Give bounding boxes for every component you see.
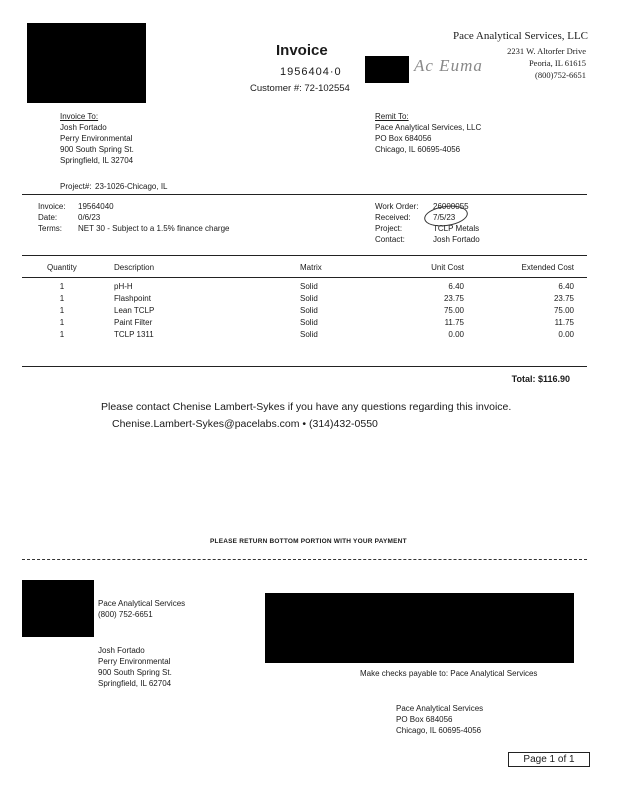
col-description: Description <box>114 263 155 272</box>
cell-description: Flashpoint <box>114 294 151 303</box>
stub-customer-block <box>98 645 172 689</box>
company-name: Pace Analytical Services, LLC <box>452 30 588 42</box>
meta-value: NET 30 - Subject to a 1.5% finance charge <box>78 224 230 233</box>
remit-to-label: Remit To: <box>375 112 409 121</box>
cell-quantity: 1 <box>59 306 65 315</box>
redacted-payment-block <box>265 593 574 663</box>
cell-matrix: Solid <box>300 306 318 315</box>
remit-to-line: Pace Analytical Services, LLC <box>375 123 482 132</box>
customer-number: Customer #: 72-102554 <box>250 83 350 94</box>
meta-label: Terms: <box>38 224 62 233</box>
project-value: 23-1026-Chicago, IL <box>95 182 168 191</box>
divider <box>22 255 587 256</box>
contact-line: Please contact Chenise Lambert-Sykes if you have any questions regarding this invoice. <box>101 401 512 413</box>
checks-payable: Make checks payable to: Pace Analytical Services <box>360 669 538 678</box>
stub-customer-line: Perry Environmental <box>98 657 171 666</box>
meta-value: 0/6/23 <box>78 213 101 222</box>
stub-address-line: Chicago, IL 60695-4056 <box>396 726 482 735</box>
stub-customer-line: 900 South Spring St. <box>98 668 172 677</box>
remit-to-line: PO Box 684056 <box>375 134 432 143</box>
divider <box>22 366 587 367</box>
meta-value: 26000055 <box>433 202 469 211</box>
page-indicator: Page 1 of 1 <box>508 752 590 767</box>
stub-customer-line: Springfield, IL 62704 <box>98 679 172 688</box>
stub-remit-address <box>396 703 483 736</box>
col-extended-cost: Extended Cost <box>521 263 574 272</box>
table-row <box>0 293 618 305</box>
remit-to-block <box>375 111 481 155</box>
contact-email: Chenise.Lambert-Sykes@pacelabs.com • (314)432-0550 <box>112 418 378 430</box>
invoice-to-label: Invoice To: <box>60 112 99 121</box>
company-address-line: Peoria, IL 61615 <box>528 58 586 68</box>
stub-phone: (800) 752-6651 <box>98 610 153 619</box>
cell-unit-cost: 6.40 <box>448 282 464 291</box>
cell-extended-cost: 0.00 <box>558 330 574 339</box>
meta-label: Received: <box>375 213 411 222</box>
invoice-to-line: Perry Environmental <box>60 134 133 143</box>
cell-quantity: 1 <box>59 294 65 303</box>
cell-quantity: 1 <box>59 330 65 339</box>
meta-label: Project: <box>375 224 403 233</box>
stub-customer-line: Josh Fortado <box>98 646 145 655</box>
cell-matrix: Solid <box>300 294 318 303</box>
invoice-to-block <box>60 111 134 166</box>
received-stamp: Ac Euma <box>414 56 483 75</box>
divider <box>22 277 587 278</box>
table-row <box>0 305 618 317</box>
return-notice: PLEASE RETURN BOTTOM PORTION WITH YOUR PAYMENT <box>210 538 407 545</box>
company-address-line: 2231 W. Altorfer Drive <box>507 46 586 56</box>
cell-description: Paint Filter <box>114 318 153 327</box>
table-header <box>0 262 618 274</box>
meta-label: Invoice: <box>38 202 66 211</box>
cell-extended-cost: 75.00 <box>553 306 574 315</box>
cell-unit-cost: 75.00 <box>443 306 464 315</box>
stub-company: Pace Analytical Services <box>98 599 186 608</box>
cell-matrix: Solid <box>300 330 318 339</box>
cell-matrix: Solid <box>300 282 318 291</box>
cell-unit-cost: 0.00 <box>448 330 464 339</box>
invoice-number-handwritten: 1956404·0 <box>280 66 342 78</box>
col-quantity: Quantity <box>47 263 77 272</box>
invoice-to-line: Josh Fortado <box>60 123 107 132</box>
tear-line <box>22 559 587 560</box>
divider <box>22 194 587 195</box>
meta-label: Contact: <box>375 235 405 244</box>
meta-value: 7/5/23 <box>433 213 456 222</box>
col-matrix: Matrix <box>300 263 322 272</box>
cell-quantity: 1 <box>59 282 65 291</box>
cell-unit-cost: 23.75 <box>443 294 464 303</box>
cell-description: TCLP 1311 <box>114 330 154 339</box>
redacted-logo-bottom <box>22 580 94 637</box>
cell-extended-cost: 6.40 <box>558 282 574 291</box>
cell-description: pH-H <box>114 282 133 291</box>
meta-value: Josh Fortado <box>433 235 480 244</box>
table-row <box>0 329 618 341</box>
cell-extended-cost: 23.75 <box>553 294 574 303</box>
redacted-logo <box>27 23 146 103</box>
cell-extended-cost: 11.75 <box>554 318 574 327</box>
company-address <box>448 45 586 81</box>
redacted-block <box>365 56 409 83</box>
meta-value: TCLP Metals <box>433 224 480 233</box>
cell-unit-cost: 11.75 <box>444 318 464 327</box>
table-row <box>0 317 618 329</box>
remit-to-line: Chicago, IL 60695-4056 <box>375 145 461 154</box>
invoice-to-line: 900 South Spring St. <box>60 145 134 154</box>
cell-description: Lean TCLP <box>114 306 155 315</box>
meta-label: Work Order: <box>375 202 419 211</box>
meta-value: 19564040 <box>78 202 114 211</box>
stub-address-line: PO Box 684056 <box>396 715 453 724</box>
cell-quantity: 1 <box>59 318 65 327</box>
meta-left <box>38 201 230 234</box>
invoice-title: Invoice <box>276 42 328 59</box>
company-address-line: (800)752-6651 <box>535 70 586 80</box>
invoice-to-line: Springfield, IL 32704 <box>60 156 134 165</box>
table-row <box>0 281 618 293</box>
project-label: Project#: <box>60 182 92 191</box>
cell-matrix: Solid <box>300 318 318 327</box>
col-unit-cost: Unit Cost <box>431 263 464 272</box>
stub-address-line: Pace Analytical Services <box>396 704 484 713</box>
invoice-total: Total: $116.90 <box>511 374 570 384</box>
meta-label: Date: <box>38 213 58 222</box>
